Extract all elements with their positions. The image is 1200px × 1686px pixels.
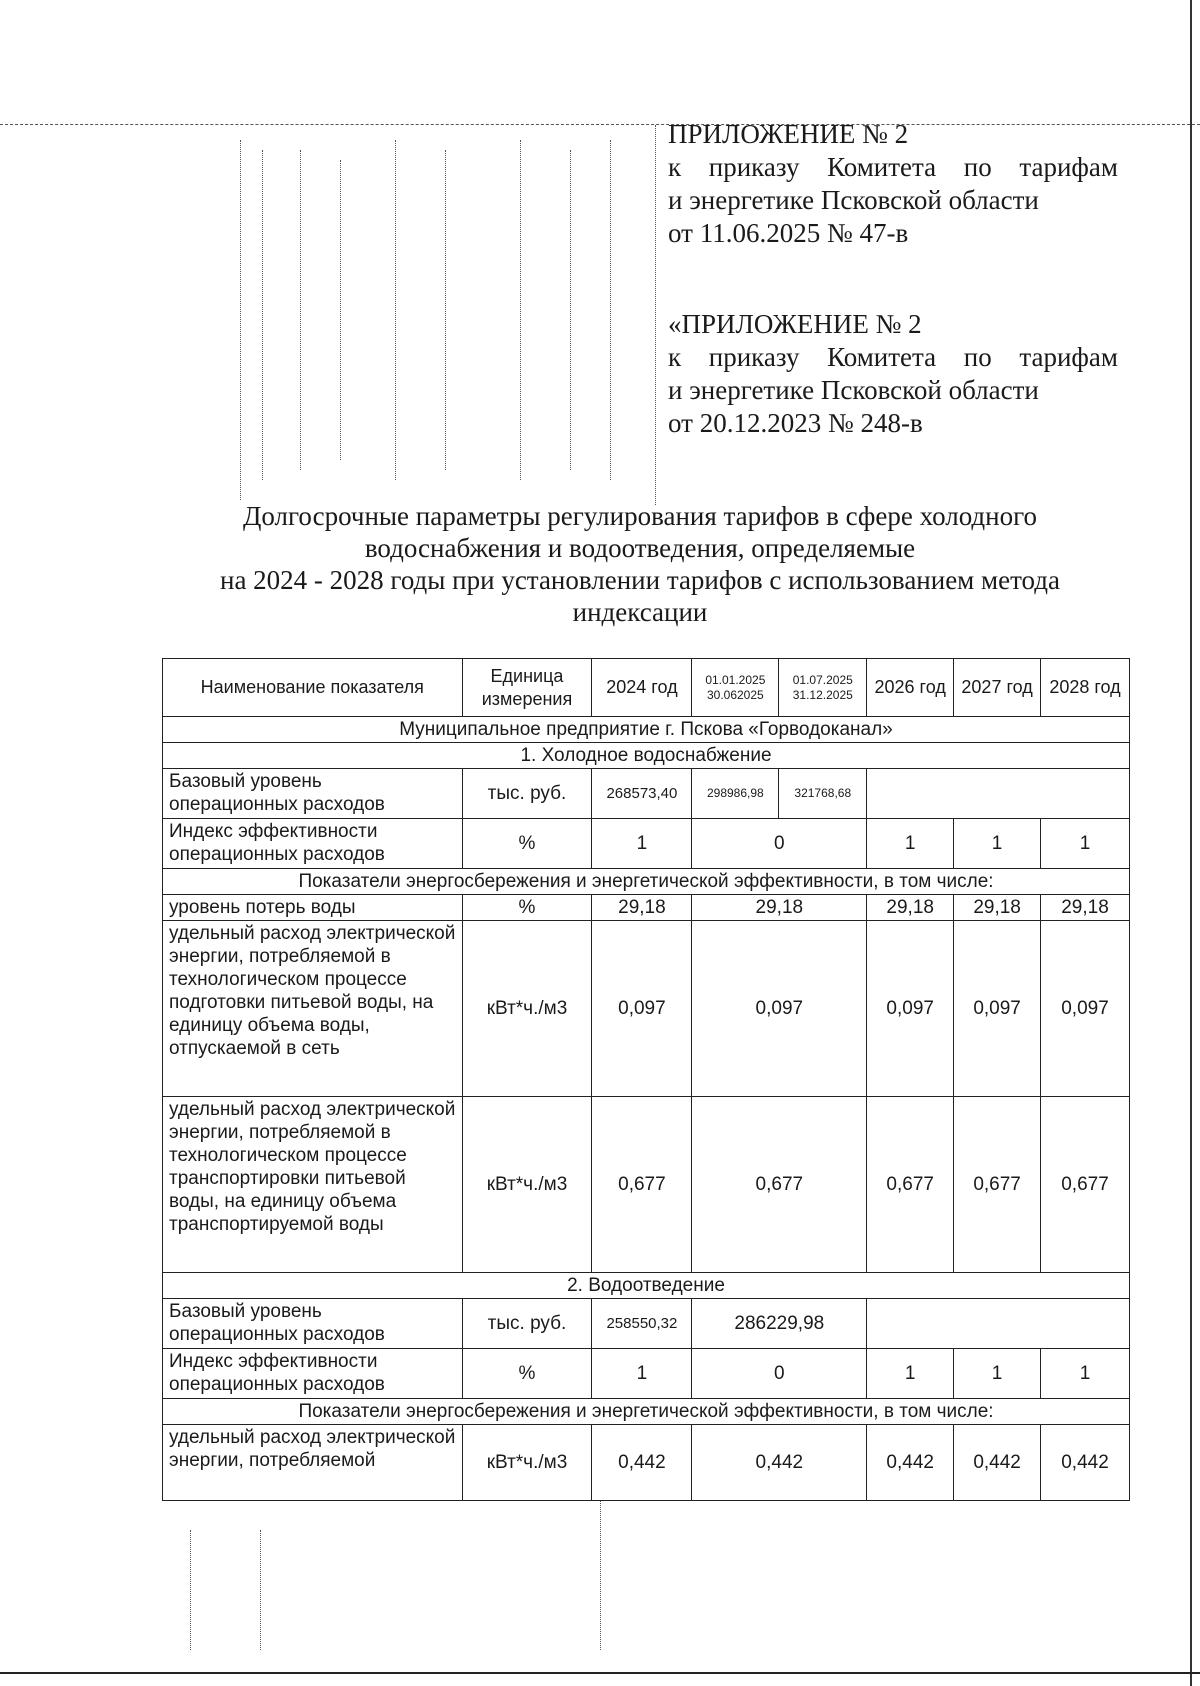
value-2027: 1	[954, 1349, 1041, 1399]
row-name: удельный расход электрической энергии, потребляемой в технологическом процессе транспортировки питьевой воды, на единицу объема транспортируемой воды	[163, 1097, 463, 1273]
header-name: Наименование показателя	[163, 659, 463, 717]
value-2026: 1	[867, 1349, 954, 1399]
value-2028: 0,097	[1041, 921, 1130, 1097]
value-2024: 0,442	[592, 1425, 692, 1501]
annex-header-old	[668, 308, 1118, 440]
table-row	[163, 1299, 1130, 1349]
title-line: водоснабжения и водоотведения, определяемые	[364, 533, 916, 563]
table-row	[163, 895, 1130, 921]
scan-artifact	[190, 1530, 191, 1650]
title-line: на 2024 - 2028 годы при установлении тарифов с использованием метода	[220, 565, 1060, 595]
header-2024: 2024 год	[592, 659, 692, 717]
row-unit: тыс. руб.	[462, 769, 592, 819]
value-2024: 268573,40	[592, 769, 692, 819]
value-2026: 29,18	[867, 895, 954, 921]
title-line: индексации	[572, 597, 708, 627]
row-name: Базовый уровень операционных расходов	[163, 1299, 463, 1349]
value-2025: 0,677	[692, 1097, 867, 1273]
row-unit: кВт*ч./м3	[462, 1097, 592, 1273]
value-2027: 0,097	[954, 921, 1041, 1097]
header-2025-h2: 01.07.2025 31.12.2025	[779, 659, 867, 717]
enterprise-row	[163, 717, 1130, 743]
value-2024: 29,18	[592, 895, 692, 921]
annex-header-new	[668, 118, 1118, 250]
value-2028: 0,677	[1041, 1097, 1130, 1273]
section-row	[163, 1273, 1130, 1299]
value-2025: 286229,98	[692, 1299, 867, 1349]
value-2024: 0,097	[592, 921, 692, 1097]
annex-order-line: к приказу Комитета по тарифам	[668, 152, 1118, 182]
scan-artifact	[655, 125, 656, 505]
energy-indicators-header: Показатели энергосбережения и энергетической эффективности, в том числе:	[163, 869, 1130, 895]
scan-artifact	[262, 150, 263, 480]
table-row	[163, 921, 1130, 1097]
value-2024: 0,677	[592, 1097, 692, 1273]
value-2027: 0,677	[954, 1097, 1041, 1273]
value-2028: 1	[1041, 1349, 1130, 1399]
value-2024: 1	[592, 1349, 692, 1399]
scan-artifact	[240, 140, 241, 500]
value-2026: 0,677	[867, 1097, 954, 1273]
annex-order-line: к приказу Комитета по тарифам	[668, 342, 1118, 372]
parameters-table	[162, 658, 1130, 1501]
value-2025-h2: 321768,68	[779, 769, 867, 819]
value-2025: 29,18	[692, 895, 867, 921]
empty-cell	[867, 1299, 1130, 1349]
section-cold-water: 1. Холодное водоснабжение	[163, 743, 1130, 769]
header-2025-h1: 01.01.2025 30.062025	[692, 659, 779, 717]
value-2025: 0,097	[692, 921, 867, 1097]
row-unit: кВт*ч./м3	[462, 1425, 592, 1501]
scan-artifact	[600, 1500, 601, 1650]
value-2028: 29,18	[1041, 895, 1130, 921]
row-name: Индекс эффективности операционных расходов	[163, 1349, 463, 1399]
row-name: уровень потерь воды	[163, 895, 463, 921]
scan-artifact	[260, 1530, 261, 1650]
document-title	[190, 500, 1090, 628]
table-row	[163, 1097, 1130, 1273]
scan-artifact	[570, 150, 571, 470]
annex-title: ПРИЛОЖЕНИЕ № 2	[668, 119, 909, 149]
annex-committee-line: и энергетике Псковской области	[668, 375, 1039, 405]
subsection-row	[163, 869, 1130, 895]
title-line: Долгосрочные параметры регулирования тарифов в сфере холодного	[242, 501, 1038, 531]
header-2027: 2027 год	[954, 659, 1041, 717]
value-2025: 0	[692, 1349, 867, 1399]
scan-artifact	[395, 140, 396, 480]
table-row	[163, 819, 1130, 869]
value-2027: 29,18	[954, 895, 1041, 921]
value-2027: 0,442	[954, 1425, 1041, 1501]
energy-indicators-header: Показатели энергосбережения и энергетической эффективности, в том числе:	[163, 1399, 1130, 1425]
section-wastewater: 2. Водоотведение	[163, 1273, 1130, 1299]
bottom-page-edge	[0, 1672, 1200, 1674]
row-name: удельный расход электрической энергии, потребляемой в технологическом процессе подготовки питьевой воды, на единицу объема воды, отпускаемой в сеть	[163, 921, 463, 1097]
empty-cell	[867, 769, 1130, 819]
table-row	[163, 1425, 1130, 1501]
enterprise-name: Муниципальное предприятие г. Пскова «Горводоканал»	[163, 717, 1130, 743]
value-2026: 0,097	[867, 921, 954, 1097]
annex-date-line: от 20.12.2023 № 248-в	[668, 408, 923, 438]
table-header-row	[163, 659, 1130, 717]
right-page-edge	[1190, 0, 1192, 1686]
row-name: удельный расход электрической энергии, потребляемой	[163, 1425, 463, 1501]
value-2027: 1	[954, 819, 1041, 869]
value-2024: 1	[592, 819, 692, 869]
table-row	[163, 1349, 1130, 1399]
value-2025: 0	[692, 819, 867, 869]
scan-artifact	[340, 160, 341, 460]
annex-committee-line: и энергетике Псковской области	[668, 185, 1039, 215]
annex-title: «ПРИЛОЖЕНИЕ № 2	[668, 309, 922, 339]
scan-artifact	[610, 140, 611, 480]
scan-artifact	[300, 150, 301, 470]
scan-artifact	[445, 150, 446, 470]
row-unit: %	[462, 895, 592, 921]
row-unit: кВт*ч./м3	[462, 921, 592, 1097]
table-row	[163, 769, 1130, 819]
header-2026: 2026 год	[867, 659, 954, 717]
subsection-row	[163, 1399, 1130, 1425]
value-2028: 1	[1041, 819, 1130, 869]
row-name: Базовый уровень операционных расходов	[163, 769, 463, 819]
row-unit: %	[462, 819, 592, 869]
row-unit: %	[462, 1349, 592, 1399]
row-name: Индекс эффективности операционных расходов	[163, 819, 463, 869]
header-unit: Единица измерения	[462, 659, 592, 717]
value-2028: 0,442	[1041, 1425, 1130, 1501]
row-unit: тыс. руб.	[462, 1299, 592, 1349]
scan-artifact	[520, 140, 521, 480]
section-row	[163, 743, 1130, 769]
value-2024: 258550,32	[592, 1299, 692, 1349]
annex-date-line: от 11.06.2025 № 47-в	[668, 218, 909, 248]
value-2025-h1: 298986,98	[692, 769, 779, 819]
value-2026: 1	[867, 819, 954, 869]
value-2026: 0,442	[867, 1425, 954, 1501]
value-2025: 0,442	[692, 1425, 867, 1501]
header-2028: 2028 год	[1041, 659, 1130, 717]
